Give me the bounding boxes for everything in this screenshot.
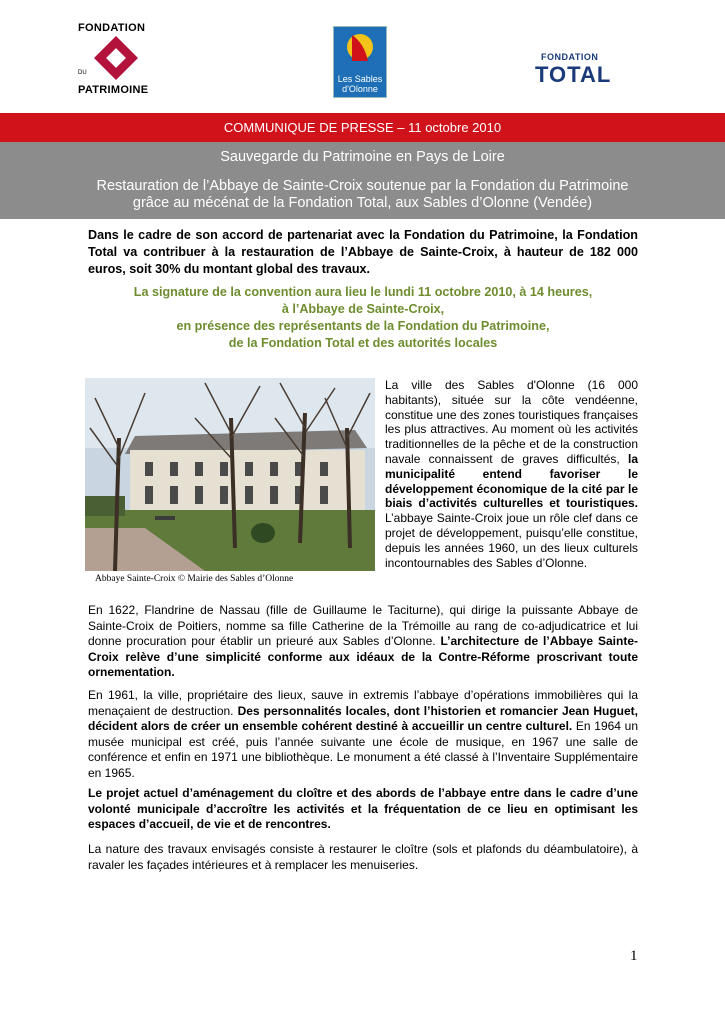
sables-logo-line1: Les Sables [337,74,383,84]
announcement-line4: de la Fondation Total et des autorités locales [228,336,498,350]
city-text-bold: la municipalité entend favoriser le développement économique de la cité par le biais d’activités culturelles et touristiques. [385,451,638,511]
fdp-logo-line2: DU [78,70,87,76]
announcement-line1: La signature de la convention aura lieu le lundi 11 octobre 2010, à 14 heures, [133,285,593,299]
abbey-photo [85,378,375,571]
page-number: 1 [630,948,638,964]
press-release-banner: COMMUNIQUE DE PRESSE – 11 octobre 2010 [0,113,725,142]
history-paragraph [88,603,638,681]
title-box [0,142,725,219]
fdp-logo-line1: FONDATION [78,22,146,34]
city-text-1: La ville des Sables d'Olonne (16 000 habitants), située sur la côte vendéenne, constitue une des zones touristiques françaises les plus attractives. Au moment où les activités traditionnelles de la pêche et de la construction navale connaissent de graves difficultés, [385,378,638,466]
sables-logo-line2: d'Olonne [342,84,378,94]
rescue-text-1: En 1961, la ville, propriétaire des lieux, sauve in extremis l’abbaye d’opérations immobilières qui la menaçaient de destruction. [88,688,638,718]
signature-announcement [88,284,638,352]
subtitle: Sauvegarde du Patrimoine en Pays de Loire [220,149,505,165]
fondation-total-logo [525,52,635,92]
sail-icon [334,29,386,71]
photo-caption: Abbaye Sainte-Croix © Mairie des Sables d’Olonne [95,574,294,584]
rescue-bold: Des personnalités locales, dont l’historien et romancier Jean Huguet, décident alors de créer un ensemble cohérent destiné à accueillir un centre culturel. [88,703,639,733]
works-paragraph: La nature des travaux envisagés consiste à restaurer le cloître (sols et plafonds du déambulatoire), à ravaler les façades intérieures et à remplacer les menuiseries. [88,842,638,872]
city-description [385,378,638,570]
announcement-line3: en présence des représentants de la Fondation du Patrimoine, [176,319,550,333]
total-logo-line2: TOTAL [535,62,612,87]
project-paragraph: Le projet actuel d’aménagement du cloître et des abords de l’abbaye entre dans le cadre d’une volonté municipale d’accroître les activités et la fréquentation de ce lieu en optimisant les espaces d’accueil, de vie et de rencontres. [88,786,638,831]
fdp-diamond-icon [94,36,138,80]
main-title [0,178,725,212]
announcement-line2: à l’Abbaye de Sainte-Croix, [281,302,445,316]
main-title-line2: grâce au mécénat de la Fondation Total, aux Sables d’Olonne (Vendée) [132,195,593,211]
intro-paragraph: Dans le cadre de son accord de partenariat avec la Fondation du Patrimoine, la Fondation Total va contribuer à la restauration de l’Abbaye de Sainte-Croix, à hauteur de 182 000 euros, soit 30% du montant global des travaux. [88,228,638,276]
total-logo-line1: FONDATION [541,52,599,62]
sables-olonne-logo [333,26,387,98]
rescue-paragraph [88,688,638,781]
fdp-logo-line3: PATRIMOINE [78,84,149,96]
city-text-2: L’abbaye Sainte-Croix joue un rôle clef dans ce projet de développement, puisqu’elle constitue, depuis les années 1960, un des lieux culturels incontournables des Sables d’Olonne. [385,511,638,570]
main-title-line1: Restauration de l’Abbaye de Sainte-Croix soutenue par la Fondation du Patrimoine [96,178,629,194]
rescue-text-2: En 1964 un musée municipal est créé, puis l’année suivante une école de musique, en 1967 une salle de conférence et enfin en 1971 une bibliothèque. Le monument a été classé à l’Inventaire Supplémentaire en 1965. [88,719,638,780]
history-bold: L’architecture de l’Abbaye Sainte-Croix relève d’une simplicité conforme aux idéaux de la Contre-Réforme proscrivant toute ornementation. [88,634,638,679]
fondation-patrimoine-logo [78,22,158,100]
history-text: En 1622, Flandrine de Nassau (fille de Guillaume le Taciturne), qui dirige la puissante Abbaye de Sainte-Croix de Poitiers, nomme sa fille Catherine de la Trémoille au rang de co-adjudicatrice et lui donne procuration pour établir un prieuré aux Sables d’Olonne. [88,603,638,648]
